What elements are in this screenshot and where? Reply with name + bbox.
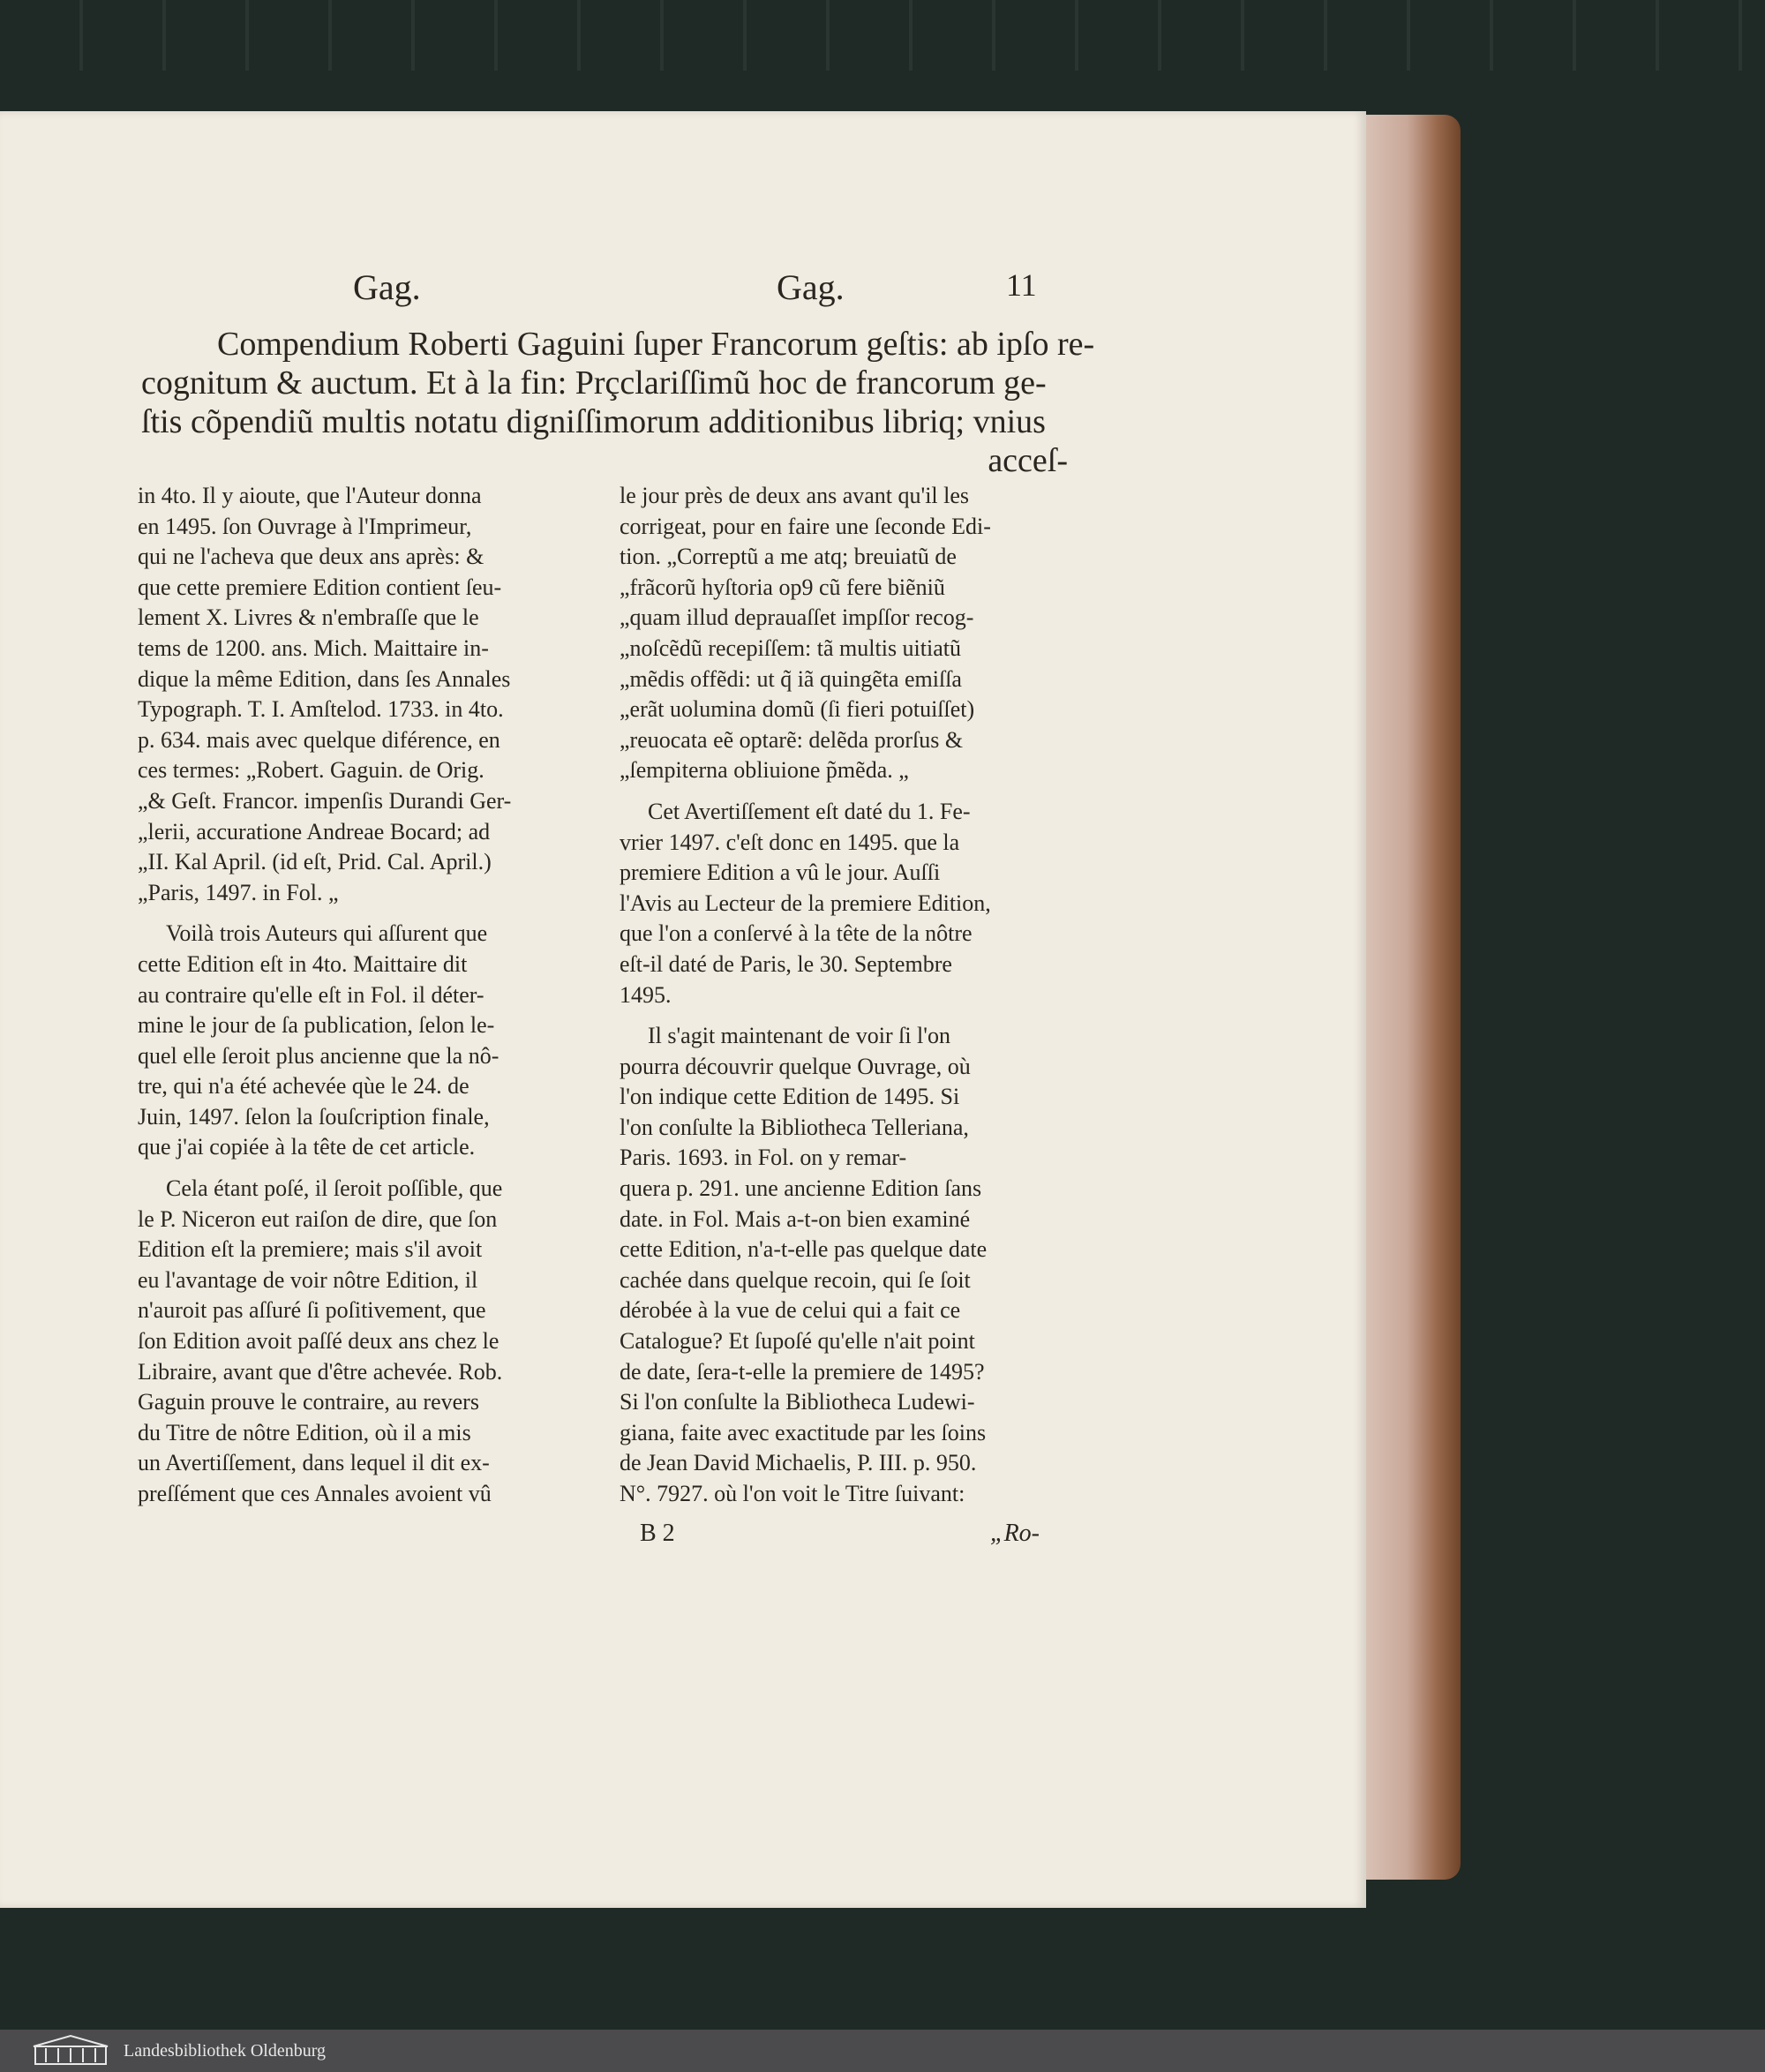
text-line: du Titre de nôtre Edition, où il a mis xyxy=(138,1419,471,1445)
text-line: eu l'avantage de voir nôtre Edition, il xyxy=(138,1266,478,1293)
signature-mark: B 2 xyxy=(640,1520,675,1547)
paragraph xyxy=(620,1021,1070,1510)
scan-ruler-strip xyxy=(0,0,1765,71)
text-line: Il s'agit maintenant de voir ſi l'on xyxy=(648,1023,950,1049)
text-line: p. 634. mais avec quelque diférence, en xyxy=(138,726,500,753)
paragraph xyxy=(138,481,588,908)
text-line: un Avertiſſement, dans lequel il dit ex- xyxy=(138,1450,490,1476)
text-line: eſt-il daté de Paris, le 30. Septembre xyxy=(620,950,952,977)
text-line: que j'ai copiée à la tête de cet article. xyxy=(138,1134,476,1160)
text-line: dérobée à la vue de celui qui a fait ce xyxy=(620,1297,961,1324)
text-line: „mẽdis offẽdi: ut q̃ iã quingẽta emiſſa xyxy=(620,665,962,692)
text-line: „reuocata eẽ optarẽ: delẽda prorſus & xyxy=(620,726,964,753)
text-line: de Jean David Michaelis, P. III. p. 950. xyxy=(620,1450,977,1476)
text-line: in 4to. Il y aioute, que l'Auteur donna xyxy=(138,483,482,508)
text-line: tems de 1200. ans. Mich. Maittaire in- xyxy=(138,634,489,661)
text-line: lement X. Livres & n'embraſſe que le xyxy=(138,604,479,631)
library-name: Landesbibliothek Oldenburg xyxy=(124,2040,327,2061)
text-line: giana, faite avec exactitude par les ſoins xyxy=(620,1419,987,1445)
text-line: cette Edition eſt in 4to. Maittaire dit xyxy=(138,950,468,977)
text-line: mine le jour de ſa publication, ſelon le- xyxy=(138,1012,495,1039)
text-line: de date, ſera-t-elle la premiere de 1495? xyxy=(620,1358,985,1385)
text-line: „Paris, 1497. in Fol. „ xyxy=(138,879,339,905)
text-line: Typograph. T. I. Amſtelod. 1733. in 4to. xyxy=(138,696,504,723)
running-head-left: Gag. xyxy=(353,267,421,307)
running-head-center: Gag. xyxy=(777,267,845,307)
text-line: qui ne l'acheva que deux ans après: & xyxy=(138,544,484,570)
title-line: acceſ- xyxy=(988,442,1068,479)
text-line: „lerii, accuratione Andreae Bocard; ad xyxy=(138,818,491,845)
paragraph xyxy=(620,481,1070,786)
text-line: Libraire, avant que d'être achevée. Rob. xyxy=(138,1358,503,1385)
library-building-icon xyxy=(30,2034,111,2068)
text-line: „noſcẽdũ recepiſſem: tã multis uitiatũ xyxy=(620,634,961,661)
paragraph xyxy=(138,1174,588,1510)
text-line: au contraire qu'elle eſt in Fol. il déter- xyxy=(138,981,484,1008)
text-line: Si l'on conſulte la Bibliotheca Ludewi- xyxy=(620,1389,975,1415)
text-line: quel elle ſeroit plus ancienne que la nô- xyxy=(138,1042,499,1069)
book-page-edges xyxy=(1363,115,1461,1880)
text-line: tion. „Correptũ a me atq; breuiatũ de xyxy=(620,544,957,570)
text-line: Cet Avertiſſement eſt daté du 1. Fe- xyxy=(648,798,971,824)
text-line: „II. Kal April. (id eſt, Prid. Cal. April.) xyxy=(138,849,492,875)
title-line: ſtis cõpendiũ multis notatu digniſſimorum additionibus libriq; vnius xyxy=(141,403,1046,440)
text-line: ſon Edition avoit paſſé deux ans chez le xyxy=(138,1328,499,1355)
left-column xyxy=(138,481,588,1520)
text-line: „& Geſt. Francor. impenſis Durandi Ger- xyxy=(138,787,512,814)
text-line: dique la même Edition, dans ſes Annales xyxy=(138,665,511,692)
text-line: Paris. 1693. in Fol. on y remar- xyxy=(620,1145,907,1171)
text-line: date. in Fol. Mais a-t-on bien examiné xyxy=(620,1205,971,1232)
title-line: cognitum & auctum. Et à la fin: Prçclariſſimũ hoc de francorum ge- xyxy=(141,364,1047,402)
text-line: N°. 7927. où l'on voit le Titre ſuivant: xyxy=(620,1481,965,1506)
text-line: le P. Niceron eut raiſon de dire, que ſon xyxy=(138,1205,498,1232)
text-line: en 1495. ſon Ouvrage à l'Imprimeur, xyxy=(138,513,472,539)
paragraph xyxy=(138,919,588,1163)
title-line: Compendium Roberti Gaguini ſuper Francorum geſtis: ab ipſo re- xyxy=(217,326,1095,363)
text-line: n'auroit pas aſſuré ſi poſitivement, que xyxy=(138,1297,486,1324)
paragraph xyxy=(620,797,1070,1010)
catchword: „Ro- xyxy=(990,1520,1040,1547)
quoted-title xyxy=(141,325,1095,480)
text-line: Juin, 1497. ſelon la ſouſcription finale, xyxy=(138,1103,490,1130)
text-line: l'Avis au Lecteur de la premiere Edition, xyxy=(620,890,991,916)
page-number: 11 xyxy=(1006,267,1037,303)
text-line: 1495. xyxy=(620,981,672,1008)
right-column xyxy=(620,481,1070,1520)
text-line: Edition eſt la premiere; mais s'il avoit xyxy=(138,1236,483,1263)
text-line: „frãcorũ hyſtoria op9 cũ fere biẽniũ xyxy=(620,574,945,600)
text-line: corrigeat, pour en faire une ſeconde Edi- xyxy=(620,513,991,539)
text-line: tre, qui n'a été achevée qùe le 24. de xyxy=(138,1073,469,1100)
text-line: „erãt uolumina domũ (ſi fieri potuiſſet) xyxy=(620,696,975,723)
footer-bar xyxy=(0,2030,1765,2072)
text-line: Voilà trois Auteurs qui aſſurent que xyxy=(166,920,488,947)
text-line: „quam illud deprauaſſet impſſor recog- xyxy=(620,604,974,631)
text-line: preſſément que ces Annales avoient vû xyxy=(138,1481,492,1506)
text-line: ces termes: „Robert. Gaguin. de Orig. xyxy=(138,757,484,784)
text-line: cachée dans quelque recoin, qui ſe ſoit xyxy=(620,1266,971,1293)
text-line: „ſempiterna obliuione p̃mẽda. „ xyxy=(620,757,909,784)
text-line: quera p. 291. une ancienne Edition ſans xyxy=(620,1175,982,1202)
text-line: cette Edition, n'a-t-elle pas quelque date xyxy=(620,1236,988,1263)
text-line: pourra découvrir quelque Ouvrage, où xyxy=(620,1053,971,1079)
text-line: l'on conſulte la Bibliotheca Telleriana, xyxy=(620,1114,969,1140)
text-line: Cela étant poſé, il ſeroit poſſible, que xyxy=(166,1175,503,1202)
text-line: l'on indique cette Edition de 1495. Si xyxy=(620,1084,960,1110)
text-line: Catalogue? Et ſupoſé qu'elle n'ait point xyxy=(620,1328,975,1355)
text-line: le jour près de deux ans avant qu'il les xyxy=(620,483,970,508)
text-line: que l'on a conſervé à la tête de la nôtre xyxy=(620,920,973,947)
text-line: Gaguin prouve le contraire, au revers xyxy=(138,1389,479,1415)
text-line: vrier 1497. c'eſt donc en 1495. que la xyxy=(620,829,960,855)
text-line: premiere Edition a vû le jour. Auſſi xyxy=(620,860,941,886)
text-line: que cette premiere Edition contient ſeu- xyxy=(138,574,502,600)
